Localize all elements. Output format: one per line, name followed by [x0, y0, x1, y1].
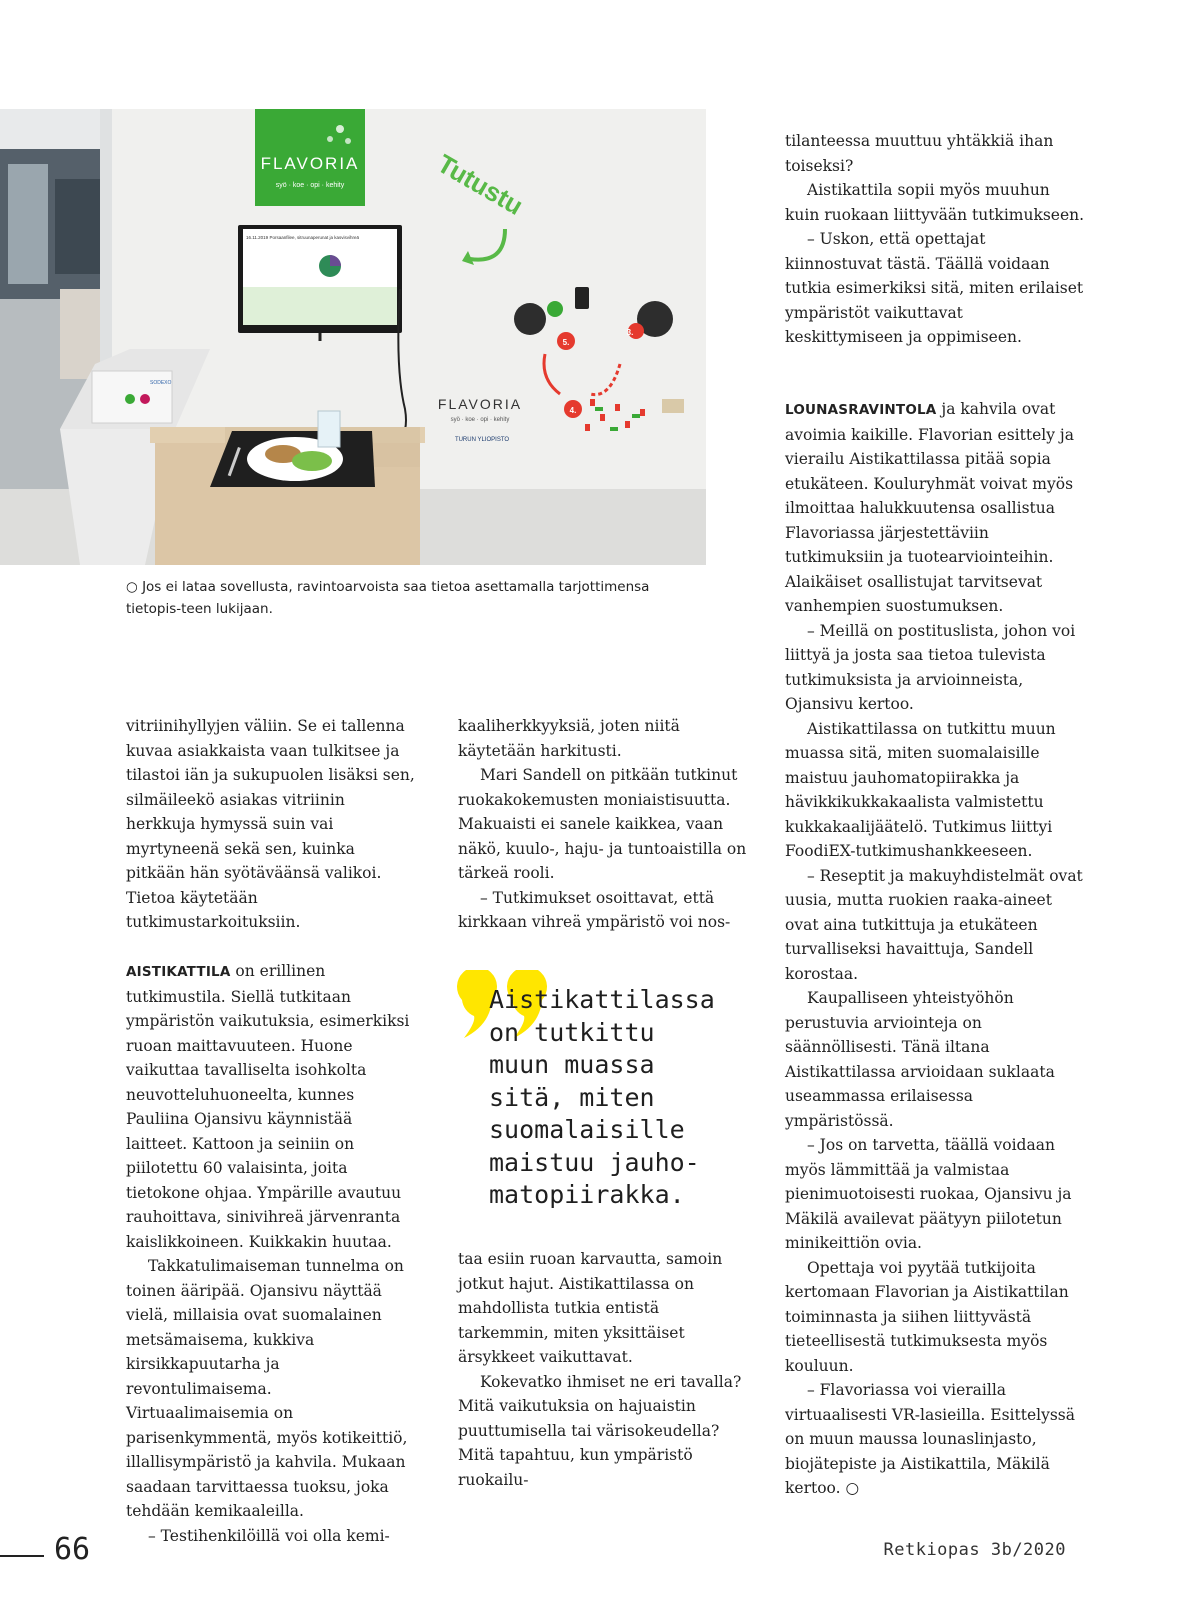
sign-brand: FLAVORIA	[260, 154, 360, 173]
paragraph: – Uskon, että opettajat kiinnostuvat tästä. Täällä voidaan tutkia esimerkiksi sitä, miten erilaiset ympäristöt vaikuttavat keskittymiseen ja oppimiseen.	[785, 230, 1084, 346]
lead-word: AISTIKATTILA	[126, 964, 231, 980]
paragraph: vitriinihyllyjen väliin. Se ei tallenna kuvaa asiakkaista vaan tulkitsee ja tilastoi iän ja sukupuolen lisäksi sen, silmäileekö asiakas vitriinin herkkuja hymyssä suin vai myrtyneenä sekä sen, kuinka pitkään hän syötäväänsä valikoi. Tietoa käytetään tutkimustarkoituksiin.	[126, 717, 415, 931]
wall-logo: TURUN YLIOPISTO	[454, 437, 510, 443]
pull-quote-text: Aistikattilassa on tutkittu muun muassa sitä, miten suomalaisille maistuu jauho- matopiirakka.	[489, 985, 715, 1209]
sign-tagline: syö · koe · opi · kehity	[275, 182, 345, 189]
article-column-3-bottom	[785, 397, 1085, 1501]
wall-brand: FLAVORIA	[437, 396, 523, 412]
paragraph-text: ja kahvila ovat avoimia kaikille. Flavorian esittely ja vierailu Aistikattilassa pitää sopia etukäteen. Kouluryhmät voivat myös ilmoittaa halukkuutensa osallistua Flavoriassa järjestettäviin tutkimuksiin ja tuotearviointeihin. Alaikäiset osallistujat tarvitsevat vanhempien suostumuksen.	[785, 400, 1074, 615]
kiosk-text: SODEXO	[150, 380, 172, 386]
page-number: 66	[54, 1532, 91, 1567]
tv-title: 16.11.2019 Porsaanfilee, sitruunaperunat ja kasvisvihreä	[246, 235, 359, 240]
paragraph	[785, 397, 1085, 619]
paragraph: – Flavoriassa voi vierailla virtuaalisesti VR-lasieilla. Esittelyssä on muun maussa lounaslinjasto, biojätepiste ja Aistikattila, Mäkilä kertoo. ○	[785, 1381, 1075, 1497]
step-4: 4.	[569, 406, 577, 415]
paragraph: Opettaja voi pyytää tutkijoita kertomaan Flavorian ja Aistikattilan toiminnasta ja siihen liittyvästä tieteellisestä tutkimuksesta myös kouluun.	[785, 1258, 1069, 1375]
photo-caption: ○ Jos ei lataa sovellusta, ravintoarvoista saa tietoa asettamalla tarjottimensa tietopis-teen lukijaan.	[126, 579, 650, 617]
article-column-1	[126, 714, 416, 1548]
step-3: 3.	[626, 328, 634, 337]
paragraph: Kaupalliseen yhteistyöhön perustuvia arviointeja on säännöllisesti. Tänä iltana Aistikattilassa arvioidaan suklaata useammassa erilaisessa ympäristössä.	[785, 989, 1055, 1130]
wall-tagline: syö · koe · opi · kehity	[450, 417, 510, 423]
paragraph: Kokevatko ihmiset ne eri tavalla? Mitä vaikutuksia on hajuaistin puuttumisella tai värisokeudella? Mitä tapahtuu, kun ympäristö ruokailu-	[458, 1372, 742, 1489]
paragraph-text: on erillinen tutkimustila. Siellä tutkitaan ympäristön vaikutuksia, esimerkiksi ruoan maittavuuteen. Huone vaikuttaa tavalliselta isohkolta neuvotteluhuoneelta, kunnes Pauliina Ojansivu käynnistää laitteet. Kattoon ja seiniin on piilotettu 60 valaisinta, joita tietokone ohjaa. Ympärille avautuu rauhoittava, sinivihreä järvenranta kaislikkoineen. Kuikkakin huutaa.	[126, 962, 410, 1251]
paragraph: kaaliherkkyyksiä, joten niitä käytetään harkitusti.	[458, 717, 680, 760]
paragraph: – Reseptit ja makuyhdistelmät ovat uusia, mutta ruokien raaka-aineet ovat aina tutkittuja ja etukäteen turvalliseksi havaittuja, Sandell korostaa.	[785, 866, 1083, 983]
wall-label: Tutustu	[432, 148, 529, 221]
paragraph: taa esiin ruoan karvautta, samoin jotkut hajut. Aistikattilassa on mahdollista tutkia entistä tarkemmin, miten yksittäiset ärsykkeet vaikuttavat.	[458, 1250, 723, 1366]
lead-word: LOUNASRAVINTOLA	[785, 402, 937, 418]
pull-quote	[452, 970, 752, 1210]
paragraph: Mari Sandell on pitkään tutkinut ruokakokemusten moniaistisuutta. Makuaisti ei sanele kaikkea, vaan näkö, kuulo-, haju- ja tuntoaistilla on tärkeä rooli.	[458, 766, 747, 882]
paragraph: – Jos on tarvetta, täällä voidaan myös lämmittää ja valmistaa pienimuotoisesti ruokaa, Ojansivu ja Mäkilä availevat päätyyn piilotetun minikeittiön ovia.	[785, 1136, 1072, 1252]
photo-illustration	[0, 109, 706, 565]
magazine-issue: Retkiopas 3b/2020	[883, 1540, 1066, 1560]
paragraph: – Tutkimukset osoittavat, että kirkkaan vihreä ympäristö voi nos-	[458, 888, 731, 931]
paragraph: Takkatulimaiseman tunnelma on toinen ääripää. Ojansivu näyttää vielä, millaisia ovat suomalainen metsämaisema, kukkiva kirsikkapuutarha ja revontulimaisema. Virtuaalimaisemia on parisenkymmentä, myös kotikeittiö, illallisympäristö ja kahvila. Mukaan saadaan tarvittaessa tuoksu, joka tehdään kemikaaleilla.	[126, 1257, 408, 1520]
article-column-2-top	[458, 714, 748, 935]
footer-rule	[0, 1555, 44, 1557]
paragraph: tilanteessa muuttuu yhtäkkiä ihan toiseksi?	[785, 132, 1054, 175]
article-photo	[0, 109, 706, 565]
paragraph: – Testihenkilöillä voi olla kemi-	[148, 1526, 390, 1545]
paragraph	[126, 959, 416, 1254]
article-column-3-top	[785, 129, 1085, 350]
paragraph: – Meillä on postituslista, johon voi liittyä ja josta saa tietoa tulevista tutkimuksista ja arvioinneista, Ojansivu kertoo.	[785, 621, 1076, 713]
step-5: 5.	[562, 338, 570, 347]
paragraph: Aistikattilassa on tutkittu muun muassa sitä, miten suomalaisille maistuu jauhomatopiirakka ja hävikkikukkakaalista valmistettu kukkakaalijäätelö. Tutkimus liittyi FoodiEX-tutkimushankkeeseen.	[785, 719, 1056, 860]
article-column-2-bottom	[458, 1247, 748, 1492]
paragraph: Aistikattila sopii myös muuhun kuin ruokaan liittyvään tutkimukseen.	[785, 181, 1085, 224]
